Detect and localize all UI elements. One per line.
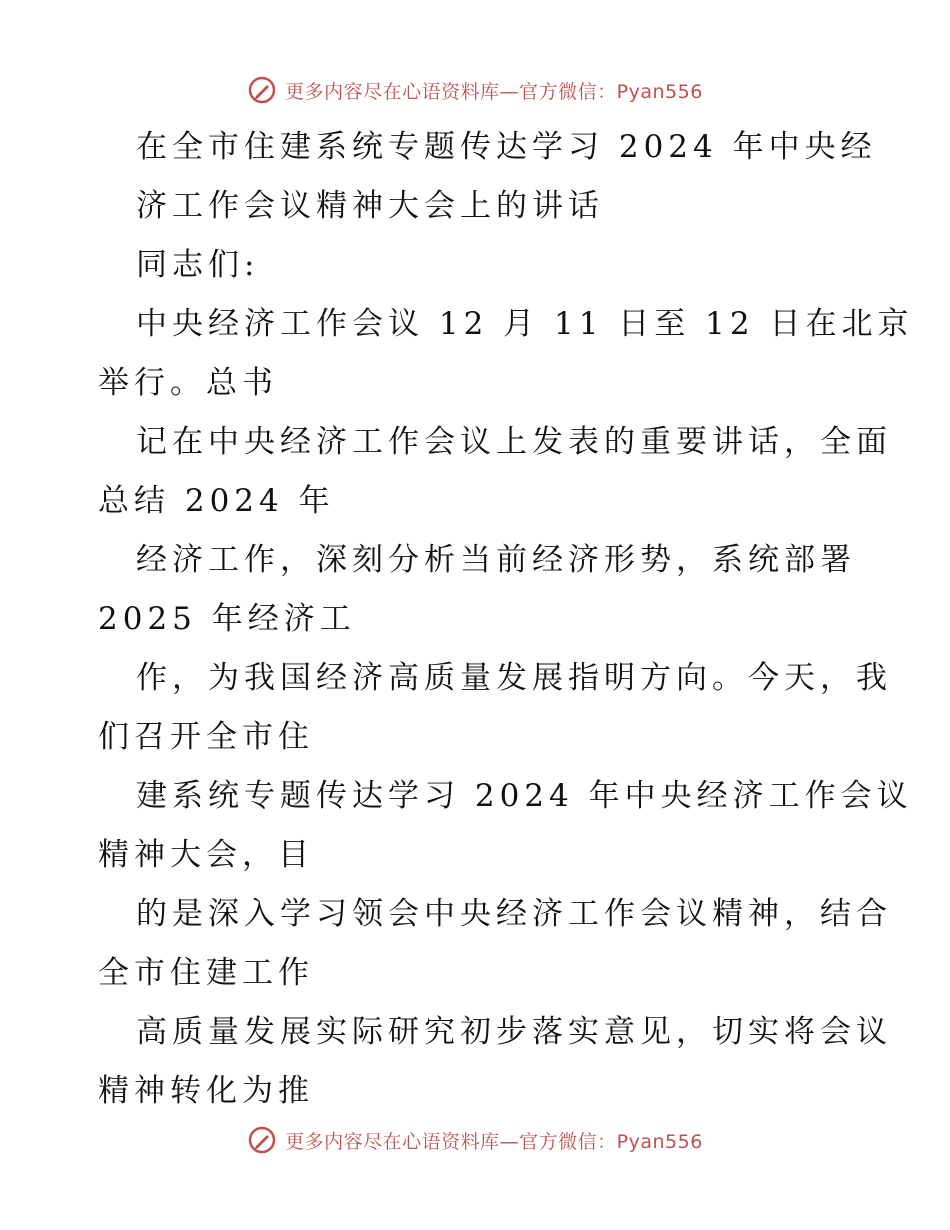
- header-watermark: [0, 70, 950, 110]
- paragraph-line: 记在中央经济工作会议上发表的重要讲话，全面: [136, 424, 892, 460]
- paragraph-line: 经济工作，深刻分析当前经济形势，系统部署: [136, 542, 856, 578]
- footer-watermark: [0, 1120, 950, 1160]
- paragraph-line: 们召开全市住: [98, 719, 314, 755]
- paragraph-line: 建系统专题传达学习 2024 年中央经济工作会议: [136, 778, 913, 814]
- watermark-text: 更多内容尽在心语资料库—官方微信：Pyan556: [285, 1130, 703, 1153]
- title-line-2: 济工作会议精神大会上的讲话: [136, 188, 604, 224]
- paragraph-line: 高质量发展实际研究初步落实意见，切实将会议: [136, 1014, 892, 1050]
- watermark-text: 更多内容尽在心语资料库—官方微信：Pyan556: [285, 80, 703, 103]
- pen-logo-icon: [247, 75, 277, 105]
- paragraph-line: 的是深入学习领会中央经济工作会议精神，结合: [136, 896, 892, 932]
- paragraph-line: 作，为我国经济高质量发展指明方向。今天，我: [136, 660, 892, 696]
- paragraph-line: 中央经济工作会议 12 月 11 日至 12 日在北京: [136, 306, 914, 342]
- paragraph-line: 全市住建工作: [98, 955, 314, 991]
- paragraph-line: 举行。总书: [98, 365, 278, 401]
- paragraph-line: 精神转化为推: [98, 1073, 314, 1109]
- salutation: 同志们:: [136, 247, 260, 283]
- paragraph-line: 2025 年经济工: [98, 601, 356, 637]
- title-line-1: 在全市住建系统专题传达学习 2024 年中央经: [136, 129, 877, 165]
- paragraph-line: 总结 2024 年: [98, 483, 335, 519]
- pen-logo-icon: [247, 1125, 277, 1155]
- paragraph-line: 精神大会，目: [98, 837, 314, 873]
